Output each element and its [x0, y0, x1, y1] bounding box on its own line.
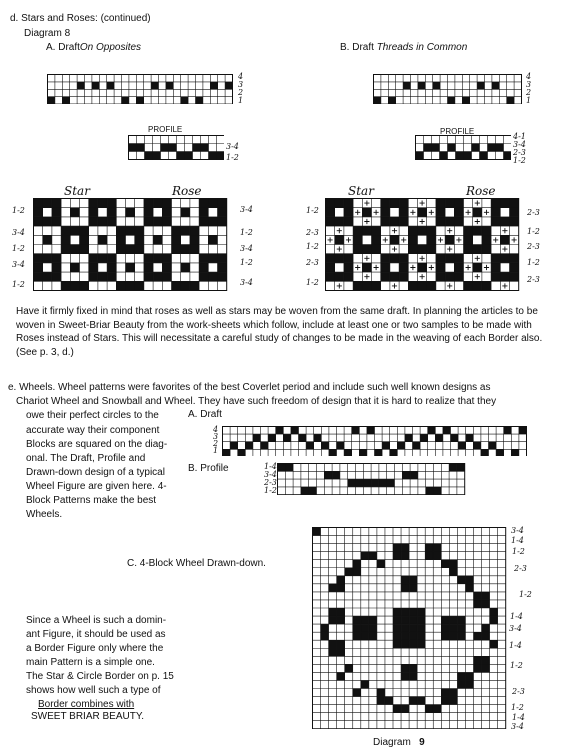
profile-a-label: PROFILE: [148, 125, 183, 134]
wheel-right-label: 3-4: [509, 624, 522, 633]
draft-a-row-label: 2: [238, 88, 244, 97]
diagram-9-word: Diagram: [373, 737, 411, 748]
part-b-suffix: Threads in Common: [376, 42, 468, 53]
drawdown-b-right-label: 1-2: [527, 258, 540, 267]
drawdown-a-right-label: 1-2: [240, 228, 253, 237]
drawdown-a-right-label: 3-4: [240, 205, 253, 214]
rose-label-b: Rose: [466, 184, 496, 198]
border-note-line: main Pattern is a simple one.: [26, 657, 155, 668]
drawdown-b-left-label: 2-3: [306, 228, 319, 237]
wheels-intro-line-2: Chariot Wheel and Snowball and Wheel. They have such freedom of design that it is hard to realize that they: [16, 396, 497, 407]
profile-a-grid: [128, 135, 224, 161]
border-note-line: ant Figure, it should be used as: [26, 629, 166, 640]
profile-b-row-label: 1-2: [513, 156, 526, 165]
diagram-8-label: Diagram 8: [24, 28, 71, 39]
wheel-right-label: 1-4: [511, 536, 524, 545]
drawdown-a-left-label: 3-4: [12, 228, 25, 237]
wheel-right-label: 1-2: [512, 547, 525, 556]
border-note-line: The Star & Circle Border on p. 15: [26, 671, 174, 682]
draft-a-grid: [47, 74, 235, 104]
wheel-draft-label: A. Draft: [188, 409, 222, 420]
part-a-prefix: A. Draft: [46, 42, 80, 53]
diagram-9-number: 9: [419, 737, 425, 748]
border-note-line: Since a Wheel is such a domin-: [26, 615, 167, 626]
wheel-draft-grid: [222, 426, 542, 456]
wheel-profile-label: B. Profile: [188, 463, 229, 474]
part-b-prefix: B. Draft: [340, 42, 374, 53]
wheel-profile-grid: [277, 463, 473, 495]
wheels-body-line: Blocks are squared on the diag-: [26, 439, 168, 450]
profile-a-row-label: 1-2: [226, 153, 239, 162]
wheel-profile-row-label: 1-4: [264, 462, 277, 471]
profile-b-row-label: 2-3: [513, 148, 526, 157]
part-b-title: [340, 41, 467, 54]
wheel-right-label: 1-4: [510, 612, 523, 621]
wheel-drawdown-grid: [312, 527, 507, 729]
wheel-profile-row-label: 2-3: [264, 478, 277, 487]
drawdown-b-left-label: 1-2: [306, 278, 319, 287]
wheel-draft-row-label: 3: [213, 432, 219, 441]
draft-b-grid: [373, 74, 523, 104]
drawdown-b-right-label: 1-2: [527, 227, 540, 236]
draft-b-row-label: 1: [526, 96, 532, 105]
drawdown-a-right-label: 3-4: [240, 278, 253, 287]
wheel-right-label: 3-4: [511, 722, 524, 731]
wheel-right-label: 1-2: [511, 703, 524, 712]
drawdown-b-left-label: 2-3: [306, 258, 319, 267]
draft-a-row-label: 3: [238, 80, 244, 89]
drawdown-b-right-label: 2-3: [527, 275, 540, 284]
profile-b-row-label: 3-4: [513, 140, 526, 149]
wheel-draft-row-label: 2: [213, 439, 219, 448]
drawdown-a-left-label: 3-4: [12, 260, 25, 269]
wheels-body-line: Wheel Figure are given here. 4-: [26, 481, 167, 492]
part-a-title: [46, 41, 141, 54]
wheel-right-label: 2-3: [514, 564, 527, 573]
wheel-right-label: 1-4: [509, 641, 522, 650]
roses-paragraph: Have it firmly fixed in mind that roses as well as stars may be woven from the same draft. In planning the articles to be woven in Sweet-Briar Beauty from the work-sheets which follow, include at least one or two samples to be made with Roses instead of Stars. This will necessitate a careful study of changes to be made in the weaving of each Border also. (See p. 3, d.): [16, 306, 543, 358]
border-note-line: shows how well such a type of: [26, 685, 161, 696]
diagram-9-label: [373, 736, 425, 749]
drawdown-a-grid: [33, 198, 233, 293]
profile-b-label: PROFILE: [440, 127, 475, 136]
rose-label-a: Rose: [172, 184, 202, 198]
section-heading: d. Stars and Roses: (continued): [10, 13, 151, 24]
drawdown-b-right-label: 2-3: [527, 242, 540, 251]
border-note-line: Border combines with: [38, 699, 135, 710]
wheels-intro-line-1: e. Wheels. Wheel patterns were favorites of the best Coverlet period and include such well known designs as: [8, 382, 491, 393]
star-label-a: Star: [64, 184, 90, 198]
wheels-body-line: onal. The Draft, Profile and: [26, 453, 146, 464]
wheel-right-label: 2-3: [512, 687, 525, 696]
wheels-body-line: Drawn-down design of a typical: [26, 467, 165, 478]
draft-a-row-label: 4: [238, 72, 244, 81]
wheels-body-line: owe their perfect circles to the: [26, 410, 159, 421]
draft-b-row-label: 4: [526, 72, 532, 81]
star-label-b: Star: [348, 184, 374, 198]
profile-a-row-label: 3-4: [226, 142, 239, 151]
wheel-draft-row-label: 4: [213, 425, 219, 434]
border-note-line: a Border Figure only where the: [26, 643, 164, 654]
wheels-body-line: Wheels.: [26, 509, 63, 520]
wheel-profile-row-label: 3-4: [264, 470, 277, 479]
drawdown-b-left-label: 1-2: [306, 242, 319, 251]
wheel-right-label: 1-4: [512, 713, 525, 722]
wheel-right-label: 3-4: [511, 526, 524, 535]
wheel-right-label: 1-2: [519, 590, 532, 599]
drawdown-a-right-label: 3-4: [240, 244, 253, 253]
draft-b-row-label: 2: [526, 88, 532, 97]
wheel-right-label: 1-2: [510, 661, 523, 670]
drawdown-a-right-label: 1-2: [240, 258, 253, 267]
part-a-suffix: On Opposites: [79, 42, 142, 53]
drawdown-a-left-label: 1-2: [12, 244, 25, 253]
drawdown-b-grid: [325, 198, 520, 293]
drawdown-b-right-label: 2-3: [527, 208, 540, 217]
profile-b-grid: [415, 135, 511, 161]
wheel-profile-row-label: 1-2: [264, 486, 277, 495]
draft-b-row-label: 3: [526, 80, 532, 89]
wheel-draft-row-label: 1: [213, 446, 219, 455]
profile-b-row-label: 4-1: [513, 132, 526, 141]
drawdown-a-left-label: 1-2: [12, 280, 25, 289]
drawdown-caption: C. 4-Block Wheel Drawn-down.: [127, 558, 266, 569]
drawdown-b-left-label: 1-2: [306, 206, 319, 215]
border-note-line: SWEET BRIAR BEAUTY.: [31, 711, 144, 722]
draft-a-row-label: 1: [238, 96, 244, 105]
wheels-body-line: accurate way their component: [26, 425, 160, 436]
wheels-body-line: Block Patterns make the best: [26, 495, 157, 506]
drawdown-a-left-label: 1-2: [12, 206, 25, 215]
